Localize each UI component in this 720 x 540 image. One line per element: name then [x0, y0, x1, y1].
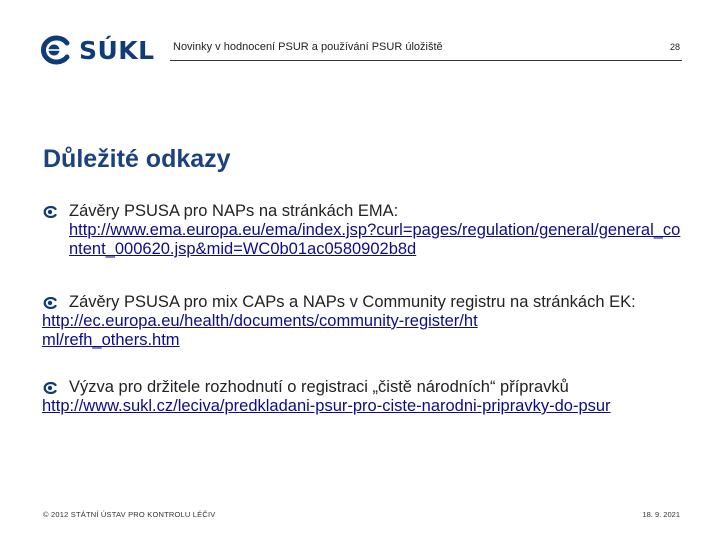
bullet-icon	[42, 206, 59, 218]
header-title: Novinky v hodnocení PSUR a používání PSUR úložiště	[173, 41, 443, 53]
sukl-logo-icon	[37, 34, 73, 66]
page-number: 28	[669, 42, 680, 52]
bullet-icon	[42, 382, 59, 394]
header-divider	[170, 60, 682, 61]
bullet-icon	[42, 297, 59, 309]
list-item	[42, 378, 682, 416]
bullet-text: Závěry PSUSA pro NAPs na stránkách EMA:	[69, 202, 399, 220]
sukl-psur-link[interactable]: http://www.sukl.cz/leciva/predkladani-psur-pro-ciste-narodni-pripravky-do-psur	[42, 397, 611, 415]
list-item	[42, 202, 682, 259]
list-item	[42, 293, 687, 350]
sukl-logo	[37, 33, 155, 67]
bullet-text: Závěry PSUSA pro mix CAPs a NAPs v Community registru na stránkách EK:	[69, 293, 636, 311]
slide-heading: Důležité odkazy	[43, 145, 231, 173]
footer-date: 18. 9. 2021	[642, 510, 680, 519]
footer-copyright: © 2012 STÁTNÍ ÚSTAV PRO KONTROLU LÉČIV	[43, 510, 216, 519]
ema-psusa-link[interactable]: http://www.ema.europa.eu/ema/index.jsp?curl=pages/regulation/general/general_content_000620.jsp&mid=WC0b01ac0580902b8d	[69, 221, 681, 258]
logo-text: SÚKL	[79, 35, 155, 65]
bullet-text: Výzva pro držitele rozhodnutí o registraci „čistě národních“ přípravků	[69, 378, 569, 396]
ec-community-register-link[interactable]: http://ec.europa.eu/health/documents/community-register/html/refh_others.htm	[42, 312, 478, 349]
